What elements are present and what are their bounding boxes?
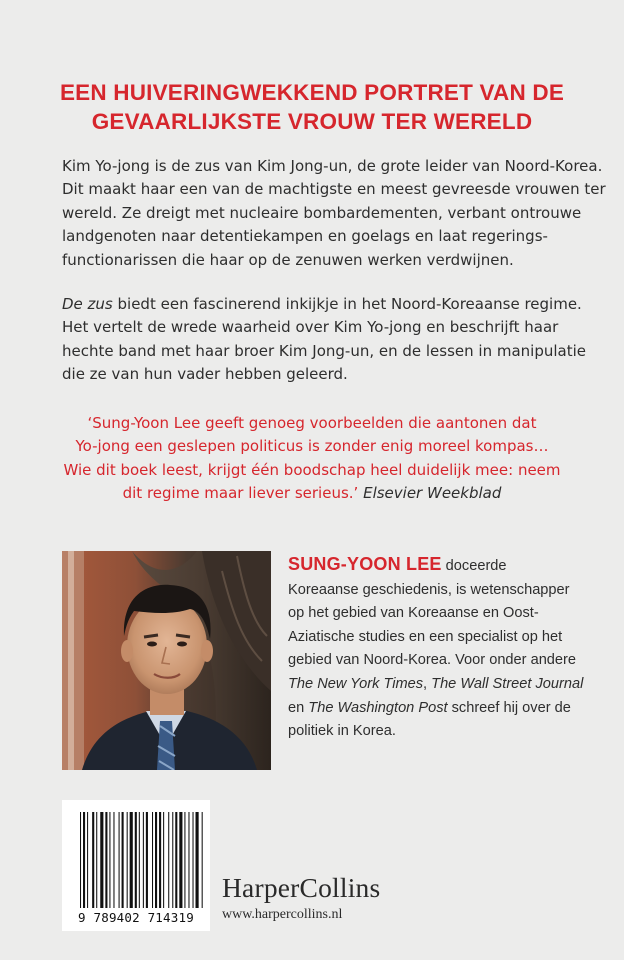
publisher-logo: HarperCollins	[222, 872, 381, 903]
text-line: landgenoten naar detentiekampen en goelags en laat regerings-	[62, 227, 548, 246]
review-quote	[50, 412, 574, 506]
barcode-bar	[143, 812, 144, 908]
bio-fragment: en	[288, 699, 309, 716]
quote-line: ‘Sung-Yoon Lee geeft genoeg voorbeelden die aantonen dat	[87, 414, 537, 432]
author-portrait-image	[62, 551, 271, 770]
barcode-bar	[196, 812, 199, 908]
text-line: functionarissen die haar op de zenuwen werken verdwijnen.	[62, 250, 514, 269]
text-line	[62, 293, 582, 316]
barcode-bar	[155, 812, 157, 908]
bio-fragment: doceerde	[441, 558, 507, 574]
barcode-bar	[87, 812, 88, 908]
author-bio	[288, 553, 588, 744]
barcode-bar	[109, 812, 110, 908]
barcode-bar	[152, 812, 153, 908]
bio-line: gebied van Noord-Korea. Voor onder andere	[288, 652, 577, 669]
barcode-bar	[139, 812, 140, 908]
barcode-bar	[100, 812, 103, 908]
barcode-bar	[163, 812, 164, 908]
publisher-website: www.harpercollins.nl	[222, 907, 343, 922]
barcode-bar	[96, 812, 97, 908]
barcode-bar	[83, 812, 85, 908]
barcode-bar	[105, 812, 107, 908]
isbn-number: 9 789402 714319	[78, 910, 194, 925]
headline	[40, 78, 584, 136]
quote-fragment: dit regime maar liever serieus.’	[122, 484, 359, 503]
text-line: hechte band met haar broer Kim Jong-un, en de lessen in manipulatie	[62, 341, 587, 360]
bio-line: op het gebied van Koreaanse en Oost-	[288, 605, 539, 622]
headline-line: GEVAARLIJKSTE VROUW TER WERELD	[91, 109, 533, 134]
bio-line: politiek in Korea.	[288, 723, 396, 740]
quote-source: Elsevier Weekblad	[363, 484, 502, 503]
quote-line: Wie dit boek leest, krijgt één boodschap heel duidelijk mee: neem	[63, 460, 561, 479]
publication-title: The Washington Post	[308, 699, 448, 716]
barcode-bar	[179, 812, 182, 908]
barcode-bar	[130, 812, 133, 908]
barcode-bar	[202, 812, 203, 908]
bio-line: Aziatische studies en een specialist op het	[288, 628, 563, 645]
text-line: die ze van hun vader hebben geleerd.	[62, 365, 348, 384]
book-title: De zus	[62, 295, 113, 313]
barcode-bar	[188, 812, 189, 908]
synopsis-paragraph	[62, 155, 606, 272]
author-name: SUNG-YOON LEE	[288, 554, 442, 574]
barcode-bar	[172, 812, 173, 908]
barcode-bar	[127, 812, 128, 908]
barcode-bar	[159, 812, 161, 908]
barcode-bar	[122, 812, 124, 908]
text-line: Dit maakt haar een van de machtigste en meest gevreesde vrouwen ter	[62, 180, 606, 199]
bio-line	[288, 553, 588, 579]
barcode-bar	[80, 812, 81, 908]
barcode-bar	[184, 812, 185, 908]
barcode-bar	[135, 812, 137, 908]
bio-fragment: ,	[423, 675, 432, 692]
barcode-bars	[62, 800, 210, 910]
author-photo	[62, 551, 271, 770]
barcode-bar	[168, 812, 169, 908]
publication-title: The New York Times	[288, 675, 424, 692]
text-fragment: biedt een fascinerend inkijkje in het Noord-Koreaanse regime.	[112, 295, 582, 313]
barcode-bar	[119, 812, 120, 908]
bio-line: Koreaanse geschiedenis, is wetenschapper	[288, 581, 570, 598]
bio-line	[288, 673, 588, 697]
barcode-bar	[146, 812, 148, 908]
description-paragraph	[62, 293, 587, 387]
quote-line	[50, 482, 574, 505]
barcode-bar	[175, 812, 177, 908]
bio-fragment: schreef hij over de	[447, 699, 571, 716]
barcode-bar	[113, 812, 114, 908]
headline-line: EEN HUIVERINGWEKKEND PORTRET VAN DE	[59, 80, 565, 105]
text-line: wereld. Ze dreigt met nucleaire bombardementen, verbant ontrouwe	[62, 203, 582, 222]
quote-line: Yo-jong een geslepen politicus is zonder enig moreel kompas…	[75, 437, 549, 456]
text-line: Kim Yo-jong is de zus van Kim Jong-un, de grote leider van Noord-Korea.	[62, 157, 603, 175]
barcode-bar	[193, 812, 194, 908]
publication-title: The Wall Street Journal	[431, 675, 584, 692]
barcode	[62, 800, 210, 931]
bio-line	[288, 697, 588, 721]
text-line: Het vertelt de wrede waarheid over Kim Yo-jong en beschrijft haar	[62, 318, 559, 337]
barcode-bar	[92, 812, 94, 908]
